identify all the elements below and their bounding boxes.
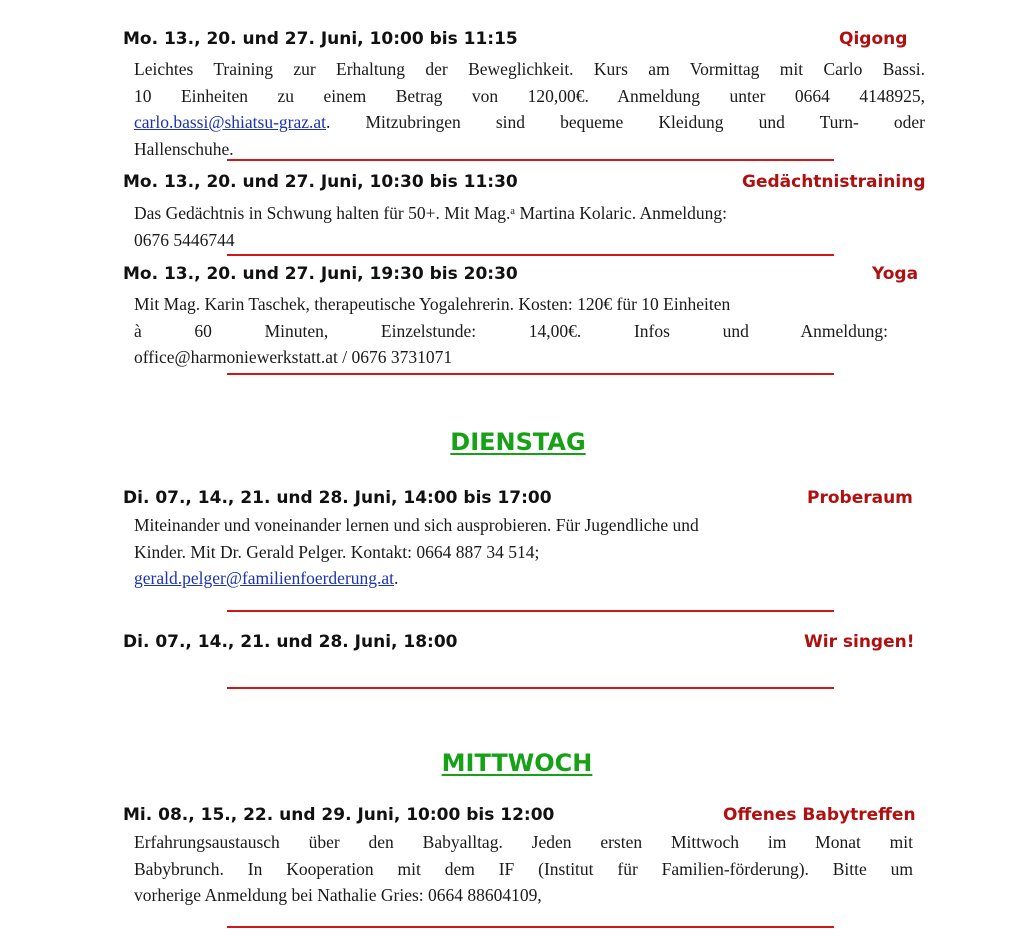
description-line: Mit Mag. Karin Taschek, therapeutische Yogalehrerin. Kosten: 120€ für 10 Einheiten [134, 294, 731, 314]
event-description [134, 829, 913, 909]
event-time: Di. 07., 14., 21. und 28. Juni, 18:00 [123, 632, 458, 652]
event-time: Mi. 08., 15., 22. und 29. Juni, 10:00 bis 12:00 [123, 805, 555, 825]
description-line: vorherige Anmeldung bei Nathalie Gries: 0664 88604109, [134, 885, 542, 905]
description-line: Hallenschuhe. [134, 138, 234, 159]
event-time: Mo. 13., 20. und 27. Juni, 10:30 bis 11:30 [123, 172, 518, 192]
day-heading-wednesday: MITTWOCH [441, 749, 593, 777]
event-description [134, 200, 894, 253]
event-category: Offenes Babytreffen [723, 805, 916, 825]
event-description [134, 291, 888, 371]
separator-line [227, 373, 834, 375]
event-category: Proberaum [807, 488, 913, 508]
day-heading-tuesday: DIENSTAG [450, 428, 586, 456]
event-description [134, 512, 864, 592]
separator-line [227, 159, 834, 161]
description-text: . [394, 568, 399, 588]
description-line [134, 565, 864, 592]
event-time: Mo. 13., 20. und 27. Juni, 10:00 bis 11:15 [123, 29, 518, 49]
separator-line [227, 254, 834, 256]
description-line: Das Gedächtnis in Schwung halten für 50+. Mit Mag.ᵃ Martina Kolaric. Anmeldung: [134, 203, 728, 223]
description-line: Leichtes Training zur Erhaltung der Beweglichkeit. Kurs am Vormittag mit Carlo Bassi. [134, 59, 925, 79]
event-time: Mo. 13., 20. und 27. Juni, 19:30 bis 20:30 [123, 264, 518, 284]
event-category: Qigong [839, 29, 908, 49]
description-line: 10 Einheiten zu einem Betrag von 120,00€. Anmeldung unter 0664 4148925, [134, 85, 925, 106]
email-link[interactable]: carlo.bassi@shiatsu-graz.at [134, 112, 327, 132]
event-category: Gedächtnistraining [742, 172, 926, 192]
description-line: 0676 5446744 [134, 229, 235, 250]
event-category: Wir singen! [804, 632, 915, 652]
description-line: Miteinander und voneinander lernen und sich ausprobieren. Für Jugendliche und [134, 515, 699, 535]
separator-line [227, 926, 834, 928]
description-line [134, 109, 925, 136]
description-line: Erfahrungsaustausch über den Babyalltag. Jeden ersten Mittwoch im Monat mit [134, 832, 913, 852]
description-line: à 60 Minuten, Einzelstunde: 14,00€. Infos und Anmeldung: [134, 320, 888, 341]
description-line: office@harmoniewerkstatt.at / 0676 3731071 [134, 347, 453, 367]
description-line: Babybrunch. In Kooperation mit dem IF (Institut für Familien-förderung). Bitte um [134, 858, 913, 879]
separator-line [227, 610, 834, 612]
event-time: Di. 07., 14., 21. und 28. Juni, 14:00 bis 17:00 [123, 488, 552, 508]
event-category: Yoga [872, 264, 919, 284]
description-line: Kinder. Mit Dr. Gerald Pelger. Kontakt: 0664 887 34 514; [134, 541, 540, 562]
separator-line [227, 687, 834, 689]
description-text: . Mitzubringen sind bequeme Kleidung und Turn- oder [326, 112, 925, 132]
email-link[interactable]: gerald.pelger@familienfoerderung.at [134, 568, 395, 588]
event-description [134, 56, 925, 162]
